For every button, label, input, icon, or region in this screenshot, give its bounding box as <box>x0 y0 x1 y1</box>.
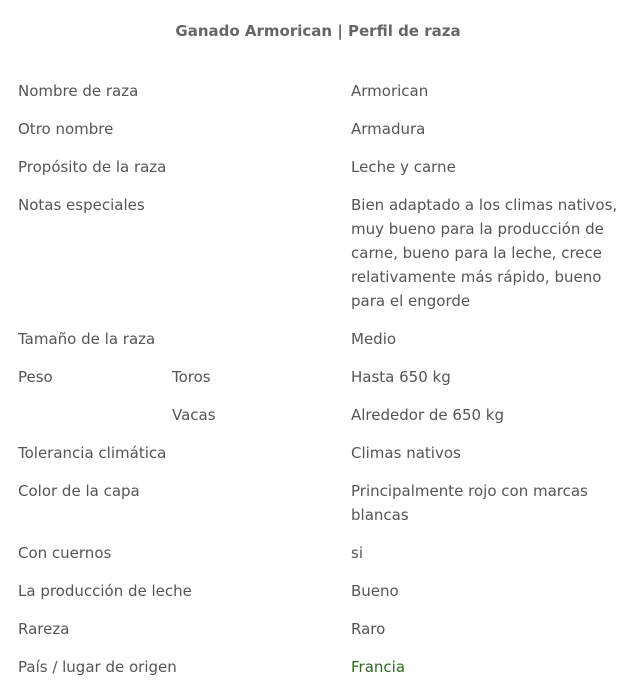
row-value: Principalmente rojo con marcas blancas <box>351 482 588 524</box>
table-row-milk <box>8 572 628 610</box>
row-label: Rareza <box>18 620 70 638</box>
row-label: Peso <box>18 368 53 386</box>
origin-link[interactable]: Francia <box>351 658 406 676</box>
row-value: Bien adaptado a los climas nativos, muy bueno para la producción de carne, bueno para la leche, crece relativamente más rápido, bueno para el engorde <box>351 196 618 310</box>
row-value: Armorican <box>351 82 429 100</box>
table-row-other-name <box>8 110 628 148</box>
row-sublabel: Vacas <box>172 406 216 424</box>
table-row-rarity <box>8 610 628 648</box>
row-label: Color de la capa <box>18 482 140 500</box>
table-row-breed-name <box>8 72 628 110</box>
table-caption: Ganado Armorican | Perfil de raza <box>175 22 461 40</box>
row-label: Tamaño de la raza <box>18 330 156 348</box>
row-value <box>341 648 628 686</box>
row-label: La producción de leche <box>18 582 192 600</box>
row-value: si <box>351 544 363 562</box>
table-row-climate <box>8 434 628 472</box>
row-sublabel: Toros <box>172 368 211 386</box>
row-value: Leche y carne <box>351 158 456 176</box>
row-value: Climas nativos <box>351 444 461 462</box>
table-row-weight-bulls <box>8 358 628 396</box>
row-label: País / lugar de origen <box>18 658 177 676</box>
row-label: Notas especiales <box>18 196 145 214</box>
table-row-horns <box>8 534 628 572</box>
table-row-size <box>8 320 628 358</box>
row-label: Tolerancia climática <box>18 444 167 462</box>
breed-profile-table <box>8 72 628 686</box>
table-row-purpose <box>8 148 628 186</box>
row-value: Raro <box>351 620 386 638</box>
row-label: Nombre de raza <box>18 82 139 100</box>
row-value: Bueno <box>351 582 399 600</box>
table-row-notes <box>8 186 628 320</box>
row-value: Hasta 650 kg <box>351 368 451 386</box>
row-label: Otro nombre <box>18 120 114 138</box>
row-value: Armadura <box>351 120 426 138</box>
table-row-origin <box>8 648 628 686</box>
table-row-coat <box>8 472 628 534</box>
row-label: Con cuernos <box>18 544 112 562</box>
row-value: Medio <box>351 330 397 348</box>
row-label: Propósito de la raza <box>18 158 167 176</box>
row-value: Alrededor de 650 kg <box>351 406 505 424</box>
